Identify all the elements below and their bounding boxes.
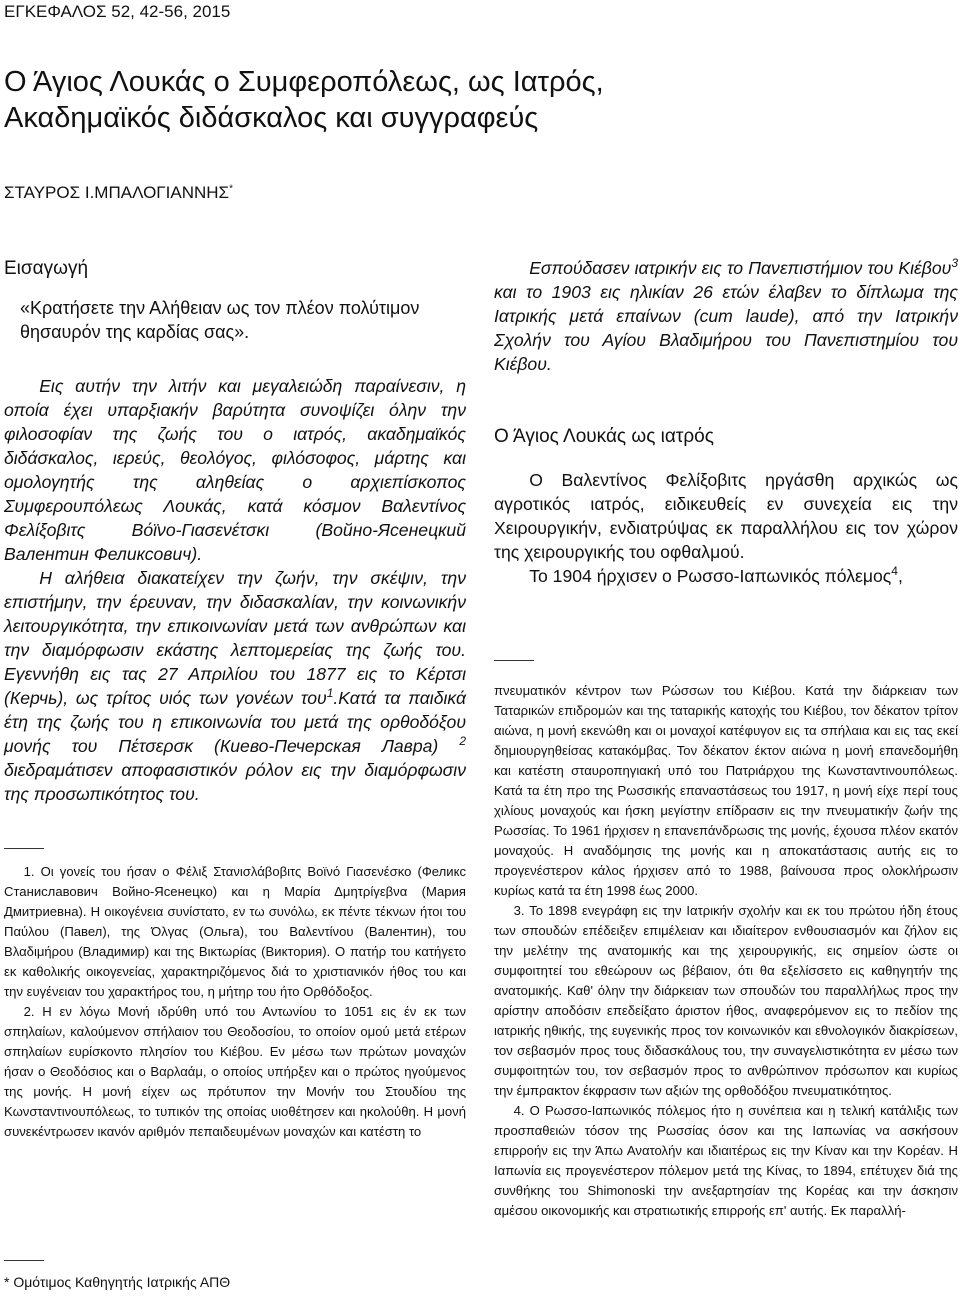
studies-part-b: και το 1903 εις ηλικίαν 26 ετών έλαβεν το δίπλωμα της Ιατρικής μετά επαίνων (cum laude), από την Ιατρικήν Σχολήν του Αγίου Βλαδιμήρου του Πανεπιστημίου του Κιέβου. xyxy=(494,282,958,374)
author-mark: * xyxy=(229,183,233,195)
studies-paragraph xyxy=(494,256,958,376)
title-line-2: Ακαδημαϊκός διδάσκαλος και συγγραφεύς xyxy=(4,102,539,134)
author-name xyxy=(4,183,233,203)
footnote-3: 3. Το 1898 ενεγράφη εις την Ιατρικήν σχολήν και εκ του πρώτου ήδη έτους των σπουδών επέδειξεν επιμέλειαν και ιδιαίτερον ενθουσιασμόν και ζήλον εις την μελέτην της ανατομικής και της χειρουργικής, εις σημείον ώστε οι συμφοιτητεί του εθεώρουν ως βέβαιον, ότι θα εξελίσσετο εις καθηγητήν της ανατομικής. Καθ' όλην την διάρκειαν των σπουδών του παραλλήλως προς την αρίστην αποδόσιν επεδείξατο άριστον ήθος, αναφερόμενον εις το πεδίον της ιατρικής ηθικής, της ευγενικής προς τον κοινωνικόν και εθνολογικόν διακρίσεων, τον σεβασμόν προς τους διδασκάλους του, την συναγελιστικότητα εν μέσω των συμφοιτητών του, τον σεβασμόν προς το ανθρώπινον πρόσωπον και κυρίως την έμπρακτον έκφρασιν των αξιών της ορθοδόξου πνευματικότητος. xyxy=(494,903,958,1098)
ref-2: 2 xyxy=(459,734,466,749)
footnote-2-continued: πνευματικόν κέντρον των Ρώσσων του Κιέβου. Κατά την διάρκειαν των Ταταρικών επιδρομών και της ταταρικής κατοχής του Κιέβου, τον δέκατον τρίτον αιώνα, η μονή εκενώθη και οι μοναχοί κατέφυγον εις τα σπήλαια και εις τας εκεί δημιουργηθείσας κατακόμβας. Τον δέκατον έκτον αιώνα η μονή επανεδομήθη και κατέστη σταυροπηγιακή υπό του Πατριάρχου της Κωνσταντινουπόλεως. Κατά τα έτη προ της Ρωσσικής επαναστάσεως του 1917, η μονή είχε περί τους χιλίους μοναχούς και ήσκη μεγίστην επίδρασιν εις την πνευματικήν ζωήν της Ρωσσίας. Το 1961 ήρχισεν η επανεπάνδρωσις της μονής, έχουσα πλέον εκατόν μοναχούς. Η αναδόμησις της μονής και η αποκατάστασις αυτής εις το προγενέστερον κάλος ήρχισεν από το 1988, βαίνουσα προς ολοκλήρωσιν κυρίως κατά τα έτη 1998 έως 2000. xyxy=(494,683,958,898)
section-heading-physician: Ο Άγιος Λουκάς ως ιατρός xyxy=(494,426,714,447)
physician-paragraph xyxy=(494,468,958,588)
studies-part-a: Εσπούδασεν ιατρικήν εις το Πανεπιστήμιον του Κιέβου xyxy=(529,258,952,278)
p2-part-c: .Κατά τα παιδικά έτη της ζωής του η επικοινωνία του μετά της ορθοδόξου μονής του Πέτσερσκ (Киево-Печерская Лавра) xyxy=(4,688,466,756)
p2-part-b: Εγεννήθη εις τας 27 Απριλίου του 1877 εις το Κέρτσι (Керчь), ως τρίτος υιός των γονέων του xyxy=(4,664,466,708)
journal-citation: ΕΓΚΕΦΑΛΟΣ 52, 42-56, 2015 xyxy=(4,2,231,21)
war-part-a: Το 1904 ήρχισεν ο Ρωσσο-Ιαπωνικός πόλεμος xyxy=(529,566,892,586)
intro-paragraph-1-text: Εις αυτήν την λιτήν και μεγαλειώδη παραίνεσιν, η οποία έχει υπαρξιακήν βαρύτητα συνοψίζει όλην την φιλοσοφίαν της ζωής του ο ιατρός, ακαδημαϊκός διδάσκαλος, ιερεύς, θεολόγος, φιλόσοφος, μάρτης και ομολογητής της αληθείας ο αρχιεπίσκοπος Συμφερουπόλεως Λουκάς, κατά κόσμον Βαλεντίνος Φελίξοβιτς Βόϊνο-Γιασενέτσκι (Войно-Ясенецкий Валентин Феликсович). xyxy=(4,376,466,564)
war-paragraph xyxy=(494,564,958,588)
ref-1: 1 xyxy=(326,686,334,701)
physician-paragraph-text: Ο Βαλεντίνος Φελίξοβιτς ηργάσθη αρχικώς ως αγροτικός ιατρός, ειδικευθείς εν συνεχεία εις την Χειρουργικήν, ενδιατρύψας εκ παραλλήλου εις τον χώρον της χειρουργικής του οφθαλμού. xyxy=(494,470,958,562)
section-heading-introduction: Εισαγωγή xyxy=(4,258,89,279)
footnote-4: 4. Ο Ρωσσο-Ιαπωνικός πόλεμος ήτο η συνέπεια και η τελική κατάλιξις των προσπαθειών τόσον της Ρωσσίας όσον και της Ιαπωνίας να ασκήσουν επιρροήν εις την Άπω Ανατολήν και ιδιαιτέρως εις την Κίναν και την Κορέαν. Η Ιαπωνία εις προγενέστερον πόλεμον μετά της Κίνας, το 1894, επέτυχεν διά της συνθήκης του Shimonoski την ανεξαρτησίαν της Κορέας και την άσκησιν αμέσου οικονομικής και στρατιωτικής επιρροής επ' αυτής. Εκ παραλλή- xyxy=(494,1103,958,1218)
author-text: ΣΤΑΥΡΟΣ Ι.ΜΠΑΛΟΓΙΑΝΝΗΣ xyxy=(4,183,230,202)
war-part-b: , xyxy=(897,566,903,586)
footnotes-right xyxy=(494,681,958,1221)
footnote-rule-right xyxy=(494,660,534,661)
intro-paragraph-2-text xyxy=(4,566,466,806)
p2-part-d: διεδραμάτισεν αποφασιστικόν ρόλον εις την διαμόρφωσιν της προσωπικότητος του. xyxy=(4,760,466,804)
ref-3: 3 xyxy=(951,256,958,271)
author-affiliation-footnote: * Ομότιμος Καθηγητής Ιατρικής ΑΠΘ xyxy=(4,1274,231,1290)
article-title xyxy=(4,64,924,136)
title-line-1: Ο Άγιος Λουκάς ο Συμφεροπόλεως, ως Ιατρός, xyxy=(4,66,604,98)
epigraph-quote xyxy=(4,296,466,344)
footnote-2: 2. Η εν λόγω Μονή ιδρύθη υπό του Αντωνίου το 1051 εις έν εκ των σπηλαίων, καλούμενον σπήλαιον του Θεοδοσίου, το οποίον ομού μετά ετέρων σπηλαίων ευρίσκοντο πλησίον του Κιέβου. Εν μέσω των πρώτων μοναχών ήσαν ο Θεοδόσιος και ο Βαρλαάμ, ο οποίος υπήρξεν και ο πρώτος ηγούμενος της μονής. Η μονή είχεν ως πρότυπον την Μονήν του Στουδίου της Κωνσταντινουπόλεως, το τυπικόν της οποίας υιοθέτησεν και ηκολούθη. Η μονή συνεκέντρωσεν ικανόν αριθμόν πεπαιδευμένων μοναχών και κατέστη το xyxy=(4,1004,466,1139)
author-footnote-rule xyxy=(4,1260,44,1261)
p2-part-a: Η αλήθεια διακατείχεν την ζωήν, την σκέψιν, την επιστήμην, την έρευναν, την διδασκαλίαν, την κοινωνικήν λειτουργικότητα, την επικοινωνίαν μετά των ανθρώπων και την διαμόρφωσιν εκάστης λεπτομερείας της ζωής του. xyxy=(4,568,466,660)
intro-paragraph-2 xyxy=(4,566,466,806)
footnote-rule-left xyxy=(4,848,44,849)
quote-line-2: θησαυρόν της καρδίας σας». xyxy=(20,322,250,342)
footnote-1: 1. Οι γονείς του ήσαν ο Φέλιξ Στανισλάβοβιτς Βοϊνό Γιασενέσκο (Феликс Станиславович Войно-Ясенецко) και η Μαρία Δμητρίγεβνα (Мария Дмитриевна). Η οικογένεια συνίστατο, εν τω συνόλω, εκ πέντε τέκνων ήτοι του Παύλου (Павел), της Όλγας (Ольга), του Βαλεντίνου (Валентин), του Βλαδιμήρου (Владимир) και της Βικτωρίας (Виктория). Ο πατήρ του κατήγετο εκ καθολικής οικογενείας, χαρακτηριζόμενος διά το χριστιανικόν ήθος του και την ευγένειαν του χαρακτήρος του, η μήτηρ του ήτο Ορθόδοξος. xyxy=(4,864,466,999)
studies-paragraph-text xyxy=(494,256,958,376)
quote-line-1: «Κρατήσετε την Αλήθειαν ως τον πλέον πολύτιμον xyxy=(20,298,420,318)
footnotes-left xyxy=(4,862,466,1142)
ref-4: 4 xyxy=(891,564,898,579)
intro-paragraph-1 xyxy=(4,374,466,566)
